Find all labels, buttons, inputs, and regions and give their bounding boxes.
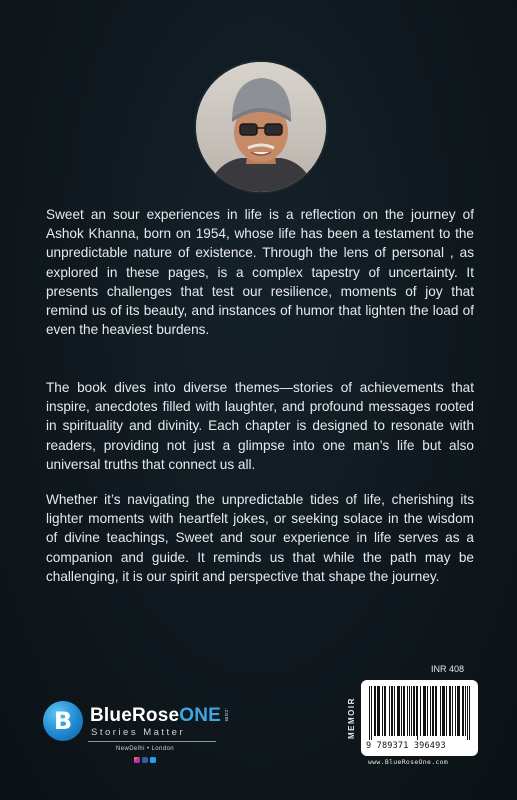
barcode-bar [452, 686, 453, 736]
blurb-paragraph-2: The book dives into diverse themes—stories of achievements that inspire, anecdotes filled with laughter, and profound messages rooted in spirituality and divinity. Each chapter is designed to resonate with readers, providing not just a glimpse into one man’s life but also universal truths that connect us all. [46, 380, 474, 472]
price-label: INR 408 [431, 664, 465, 674]
barcode-bar [424, 686, 425, 736]
barcode-bar [427, 686, 428, 736]
barcode-bar [423, 686, 424, 736]
barcode-bar [433, 686, 434, 736]
genre-label: MEMOIR [347, 697, 356, 739]
barcode-bar [435, 686, 436, 736]
instagram-icon [134, 757, 140, 763]
barcode-bar [446, 686, 447, 736]
barcode-bar [369, 686, 370, 740]
barcode-bar [436, 686, 437, 736]
publisher-name-suffix: .com [223, 708, 230, 722]
barcode-bar [385, 686, 386, 736]
twitter-icon [150, 757, 156, 763]
publisher-name-part-2: ONE [179, 705, 222, 726]
publisher-logo [40, 696, 240, 776]
barcode-bar [392, 686, 393, 736]
barcode-bar [450, 686, 451, 736]
barcode-bar [430, 686, 431, 736]
barcode-bar [462, 686, 463, 736]
barcode-bar [375, 686, 376, 736]
barcode-bar [404, 686, 405, 736]
social-icons [134, 757, 156, 763]
barcode-bar [449, 686, 450, 736]
barcode-bar [384, 686, 385, 736]
barcode-bar [394, 686, 395, 736]
barcode-bar [374, 686, 375, 736]
isbn-barcode [361, 680, 478, 756]
bluerose-logo-icon [43, 701, 83, 741]
barcode-bar [432, 686, 433, 736]
barcode-bar [399, 686, 400, 736]
barcode-bar [455, 686, 456, 736]
barcode-bar [411, 686, 412, 736]
barcode-bar [442, 686, 443, 736]
barcode-bar [382, 686, 383, 736]
blurb-paragraph-1: Sweet an sour experiences in life is a reflection on the journey of Ashok Khanna, born on 1954, whose life has been a testament to the unpredictable nature of existence. Through the lens of personal , as explored in these pages, is a complex tapestry of uncertainty. It presents challenges that test our resilience, moments of joy that remind us of its beauty, and instances of humor that lighten the load of even the heaviest burdens. [46, 207, 474, 338]
barcode-bar [457, 686, 458, 736]
publisher-cities: NewDelhi • London [116, 746, 174, 752]
barcode-bar [414, 686, 415, 736]
barcode-bar [463, 686, 464, 736]
barcode-bar [397, 686, 398, 736]
barcode-bar [377, 686, 378, 736]
barcode-bar [407, 686, 408, 736]
barcode-bar [420, 686, 421, 736]
barcode-bar [417, 686, 418, 740]
barcode-bar [425, 686, 426, 736]
barcode-bar [469, 686, 470, 740]
blurb-paragraph-3: Whether it’s navigating the unpredictable tides of life, cherishing its lighter moments with heartfelt jokes, or seeking solace in the wisdom of divine teachings, Sweet and sour experience in life serves as a companion and guide. It reminds us that while the path may be challenging, it is our spirit and perspective that shape the journey. [46, 492, 474, 584]
publisher-name [90, 705, 230, 727]
barcode-bar [403, 686, 404, 736]
barcode-bar [440, 686, 441, 736]
author-photo [196, 62, 326, 192]
logo-letter: B [53, 707, 73, 735]
barcode-bar [444, 686, 445, 736]
barcode-bar [409, 686, 410, 736]
barcode-bar [459, 686, 460, 736]
publisher-name-part-1: BlueRose [90, 705, 180, 726]
barcode-bar [443, 686, 444, 736]
barcode-bar [371, 686, 372, 740]
barcode-bar [389, 686, 390, 736]
barcode-bar [413, 686, 414, 736]
barcode-bar [398, 686, 399, 736]
barcode-bars [369, 686, 470, 740]
barcode-bar [465, 686, 466, 736]
barcode-bar [379, 686, 380, 736]
publisher-tagline: Stories Matter [91, 727, 186, 738]
barcode-bar [467, 686, 468, 740]
publisher-website: www.BlueRoseOne.com [368, 758, 449, 766]
barcode-bar [391, 686, 392, 736]
barcode-bar [416, 686, 417, 736]
author-portrait-image [196, 62, 326, 192]
facebook-icon [142, 757, 148, 763]
barcode-bar [378, 686, 379, 736]
logo-divider [88, 741, 216, 742]
barcode-bar [401, 686, 402, 736]
barcode-bar [458, 686, 459, 736]
isbn-digits: 9 789371 396493 [366, 741, 446, 751]
